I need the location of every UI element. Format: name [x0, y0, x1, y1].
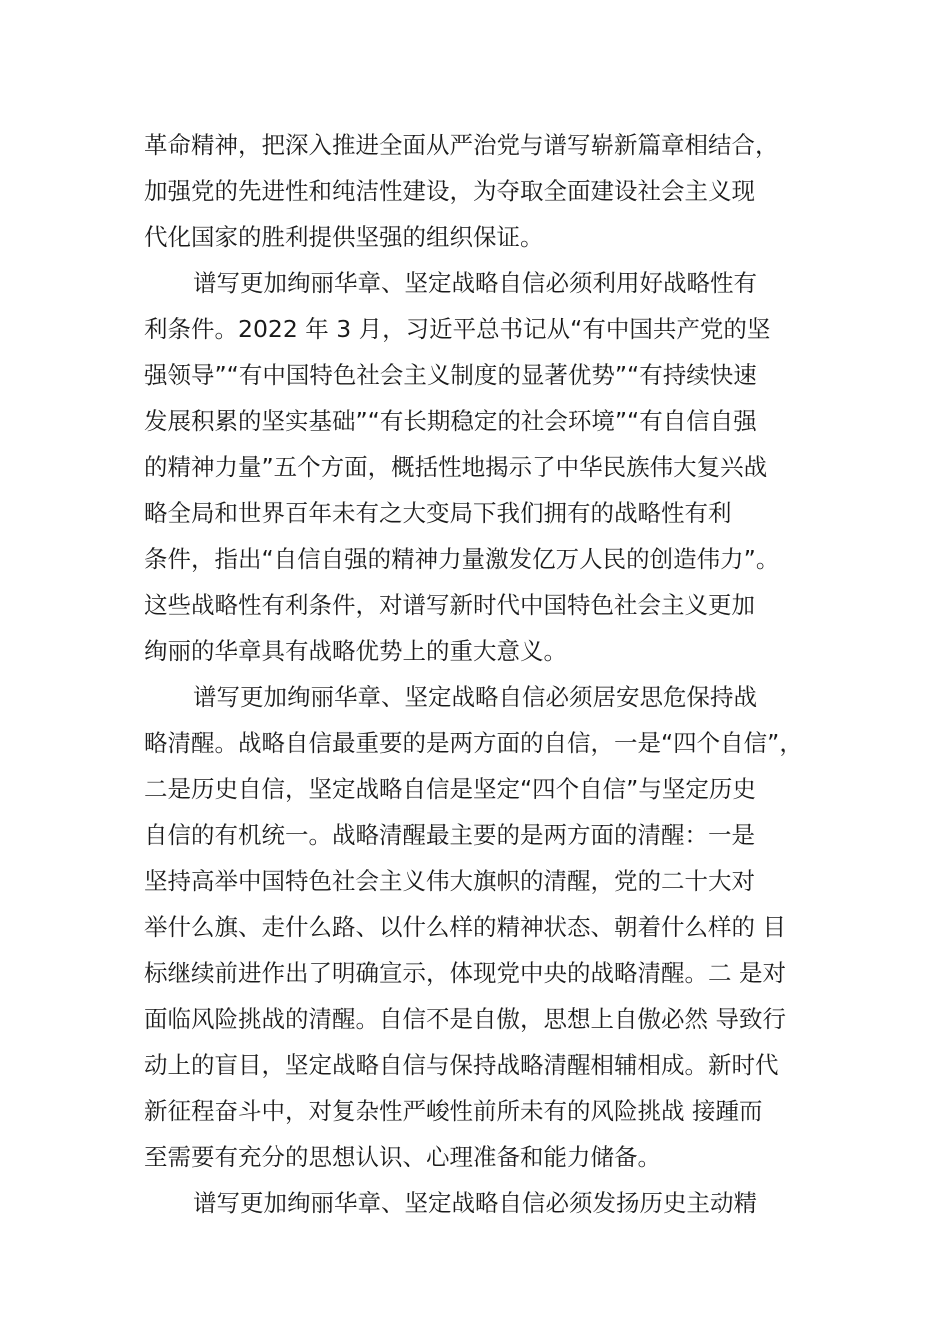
text-line-10: 条件，指出“自信自强的精神力量激发亿万人民的创造伟力”。 — [144, 545, 780, 573]
text-line-5: 利条件。2022 年 3 月，习近平总书记从“有中国共产党的坚 — [144, 315, 771, 343]
text-line-23: 至需要有充分的思想认识、心理准备和能力储备。 — [144, 1143, 661, 1171]
text-line-12: 绚丽的华章具有战略优势上的重大意义。 — [144, 637, 567, 665]
text-line-11: 这些战略性有利条件，对谱写新时代中国特色社会主义更加 — [144, 591, 755, 619]
text-line-6: 强领导”“有中国特色社会主义制度的显著优势”“有持续快速 — [144, 361, 757, 389]
text-line-3: 代化国家的胜利提供坚强的组织保证。 — [144, 223, 544, 251]
text-line-14: 略清醒。战略自信最重要的是两方面的自信，一是“四个自信”， — [144, 729, 803, 757]
text-line-18: 举什么旗、走什么路、以什么样的精神状态、朝着什么样的 目 — [144, 913, 786, 941]
text-line-4: 谱写更加绚丽华章、坚定战略自信必须利用好战略性有 — [193, 269, 757, 297]
text-line-19: 标继续前进作出了明确宣示，体现党中央的战略清醒。二 是对 — [144, 959, 786, 987]
text-line-20: 面临风险挑战的清醒。自信不是自傲，思想上自傲必然 导致行 — [144, 1005, 786, 1033]
text-line-16: 自信的有机统一。战略清醒最主要的是两方面的清醒：一是 — [144, 821, 755, 849]
text-line-21: 动上的盲目，坚定战略自信与保持战略清醒相辅相成。新时代 — [144, 1051, 779, 1079]
text-line-9: 略全局和世界百年未有之大变局下我们拥有的战略性有利 — [144, 499, 732, 527]
text-line-1: 革命精神，把深入推进全面从严治党与谱写崭新篇章相结合， — [144, 131, 779, 159]
text-line-8: 的精神力量”五个方面，概括性地揭示了中华民族伟大复兴战 — [144, 453, 768, 481]
text-line-15: 二是历史自信，坚定战略自信是坚定“四个自信”与坚定历史 — [144, 775, 756, 803]
text-line-22: 新征程奋斗中，对复杂性严峻性前所未有的风险挑战 接踵而 — [144, 1097, 763, 1125]
text-line-7: 发展积累的坚实基础”“有长期稳定的社会环境”“有自信自强 — [144, 407, 757, 435]
text-line-24: 谱写更加绚丽华章、坚定战略自信必须发扬历史主动精 — [193, 1189, 757, 1217]
text-line-17: 坚持高举中国特色社会主义伟大旗帜的清醒，党的二十大对 — [144, 867, 755, 895]
text-line-2: 加强党的先进性和纯洁性建设，为夺取全面建设社会主义现 — [144, 177, 755, 205]
text-line-13: 谱写更加绚丽华章、坚定战略自信必须居安思危保持战 — [193, 683, 757, 711]
